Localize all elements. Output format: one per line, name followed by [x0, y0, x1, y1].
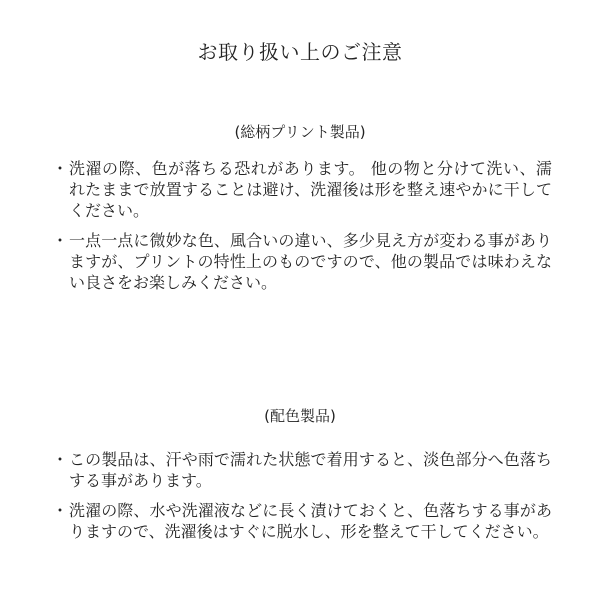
page-title: お取り扱い上のご注意 [197, 40, 403, 64]
note-text: 洗濯の際、水や洗濯液などに長く漬けておくと、色落ちする事がありますので、洗濯後はすぐに脱水し、形を整えて干してください。 [69, 501, 552, 541]
bullet-icon: ・ [52, 231, 69, 250]
note-item [52, 230, 552, 293]
note-item [52, 500, 552, 542]
note-item [52, 449, 552, 491]
bullet-icon: ・ [52, 501, 69, 520]
note-item [52, 158, 552, 221]
note-text: 一点一点に微妙な色、風合いの違い、多少見え方が変わる事がありますが、プリントの特性上のものですので、他の製品では味わえない良さをお楽しみください。 [69, 231, 552, 292]
section-heading-color-scheme: (配色製品) [264, 407, 336, 425]
note-text: この製品は、汗や雨で濡れた状態で着用すると、淡色部分へ色落ちする事があります。 [69, 450, 552, 490]
section-heading-all-over-print: (総柄プリント製品) [234, 123, 366, 141]
bullet-icon: ・ [52, 450, 69, 469]
notes-list-color-scheme [52, 449, 552, 551]
bullet-icon: ・ [52, 159, 69, 178]
notes-list-all-over-print [52, 158, 552, 302]
note-text: 洗濯の際、色が落ちる恐れがあります。 他の物と分けて洗い、濡れたままで放置することは避け、洗濯後は形を整え速やかに干してください。 [69, 159, 552, 220]
